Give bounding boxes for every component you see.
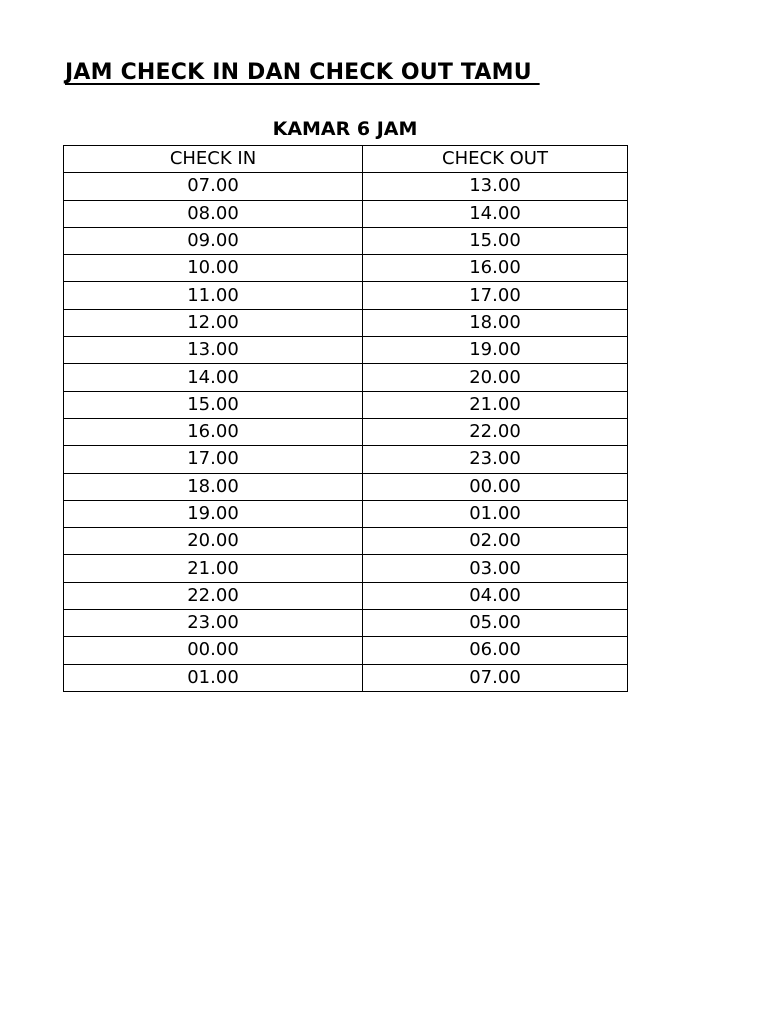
check-out-cell: 13.00 — [363, 173, 628, 200]
table-row — [64, 473, 628, 500]
check-out-cell: 16.00 — [363, 255, 628, 282]
check-in-cell: 15.00 — [64, 391, 363, 418]
table-row — [64, 446, 628, 473]
check-in-cell: 21.00 — [64, 555, 363, 582]
checkin-checkout-table — [63, 145, 628, 692]
check-in-cell: 23.00 — [64, 610, 363, 637]
table-row — [64, 364, 628, 391]
check-out-cell: 07.00 — [363, 664, 628, 691]
table-row — [64, 555, 628, 582]
check-out-cell: 00.00 — [363, 473, 628, 500]
table-row — [64, 200, 628, 227]
check-out-cell: 01.00 — [363, 500, 628, 527]
check-out-cell: 04.00 — [363, 582, 628, 609]
table-row — [64, 418, 628, 445]
check-out-cell: 18.00 — [363, 309, 628, 336]
header-check-out: CHECK OUT — [363, 146, 628, 173]
check-in-cell: 17.00 — [64, 446, 363, 473]
check-in-cell: 19.00 — [64, 500, 363, 527]
check-in-cell: 10.00 — [64, 255, 363, 282]
check-in-cell: 16.00 — [64, 418, 363, 445]
table-row — [64, 582, 628, 609]
table-row — [64, 610, 628, 637]
table-row — [64, 664, 628, 691]
check-in-cell: 20.00 — [64, 528, 363, 555]
document-title: JAM CHECK IN DAN CHECK OUT TAMU — [65, 60, 540, 85]
check-in-cell: 09.00 — [64, 227, 363, 254]
check-out-cell: 23.00 — [363, 446, 628, 473]
table-row — [64, 528, 628, 555]
check-in-cell: 18.00 — [64, 473, 363, 500]
check-in-cell: 11.00 — [64, 282, 363, 309]
table-body — [64, 173, 628, 692]
table-row — [64, 282, 628, 309]
table-row — [64, 500, 628, 527]
check-out-cell: 22.00 — [363, 418, 628, 445]
check-in-cell: 22.00 — [64, 582, 363, 609]
table-row — [64, 337, 628, 364]
check-out-cell: 05.00 — [363, 610, 628, 637]
check-in-cell: 12.00 — [64, 309, 363, 336]
check-out-cell: 03.00 — [363, 555, 628, 582]
check-in-cell: 14.00 — [64, 364, 363, 391]
check-out-cell: 14.00 — [363, 200, 628, 227]
table-row — [64, 391, 628, 418]
check-out-cell: 06.00 — [363, 637, 628, 664]
table-row — [64, 309, 628, 336]
table-row — [64, 173, 628, 200]
check-out-cell: 17.00 — [363, 282, 628, 309]
check-in-cell: 07.00 — [64, 173, 363, 200]
check-in-cell: 13.00 — [64, 337, 363, 364]
check-in-cell: 00.00 — [64, 637, 363, 664]
table-row — [64, 227, 628, 254]
check-in-cell: 08.00 — [64, 200, 363, 227]
check-out-cell: 02.00 — [363, 528, 628, 555]
table-caption: KAMAR 6 JAM — [272, 118, 418, 140]
check-out-cell: 15.00 — [363, 227, 628, 254]
table-row — [64, 637, 628, 664]
check-in-cell: 01.00 — [64, 664, 363, 691]
table-header-row — [64, 146, 628, 173]
header-check-in: CHECK IN — [64, 146, 363, 173]
check-out-cell: 20.00 — [363, 364, 628, 391]
check-out-cell: 19.00 — [363, 337, 628, 364]
table-row — [64, 255, 628, 282]
check-out-cell: 21.00 — [363, 391, 628, 418]
